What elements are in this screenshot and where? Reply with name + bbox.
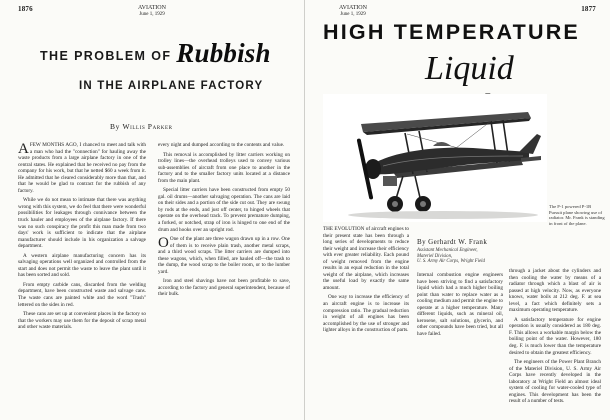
affiliation-line: U. S. Army Air Corps, Wright Field	[417, 259, 485, 265]
paragraph: through a jacket about the cylinders and then cooling the water by means of a radiator through which a blast of air is passed at high velocity. Now, as everyone knows, water boils at 212 deg. F. at sea level, a fact which definitely sets a maximum operating temperature.	[509, 268, 601, 314]
paragraph: A satisfactory temperature for engine operation is usually considered as 180 deg. F. This allows a workable margin below the boiling point of the water. However, 180 deg. F. is much lower than the temperature desired to obtain the greatest efficiency.	[509, 316, 601, 356]
left-magazine-name: AVIATION	[138, 5, 166, 11]
paragraph: While we do not mean to intimate that there was anything wrong with this system, we do feel that there were wonderful possibilities for leakages through connivance between the truck hauler and employees of the airplane factory. If there was no such conspiracy the profit this man made from two days' work is sufficient to indicate that the airplane manufacturer should include in his organization a salvage department.	[18, 197, 146, 250]
paragraph: THE EVOLUTION of aircraft engines to their present state has been through a long series of developments to reduce their weight and increase their efficiency with ever greater reliability. Each pound of weight removed from the engine results in an equal reduction in the total weight of the airplane, which increases the useful load by exactly the same amount.	[323, 226, 409, 291]
right-running-header	[323, 5, 383, 18]
biplane-illustration	[323, 94, 547, 222]
biplane-photo	[323, 94, 547, 222]
right-headline-subtitle: Liquid	[425, 50, 514, 87]
paragraph: The engineers of the Power Plant Branch of the Materiel Division, U. S. Army Air Corps have recently developed in the laboratory at Wright Field an almost ideal system of cooling for water-cooled type of engines. This development has been the result of a number of tests.	[509, 359, 601, 405]
paragraph: Special litter carriers have been constructed from empty 50 gal. oil drums—another salvaging operation. The cans are laid on their sides and a portion of the side cut out. They are swung by rods at the ends, and just off center, to hinged wheels that operate on the overhead track. To prevent premature dumping, a forked, or notched, strap of iron is hinged to one end of the drum and hooks over an upright rod.	[158, 187, 290, 233]
left-article-column-1	[18, 142, 146, 412]
author-name: Willis Parker	[122, 122, 173, 131]
affiliation-line: Assistant Mechanical Engineer,	[417, 248, 478, 253]
right-byline	[417, 238, 487, 246]
right-magazine-name: AVIATION	[339, 5, 367, 11]
byline-prefix: By	[417, 238, 426, 246]
right-issue-date: June 1, 1929	[340, 11, 366, 17]
drop-cap: O	[158, 235, 169, 252]
drop-cap: A	[18, 142, 29, 157]
right-article-column-1-continued	[417, 272, 503, 412]
left-issue-date: June 1, 1929	[139, 11, 165, 17]
right-page-number: 1877	[581, 5, 596, 13]
author-name: Gerhardt W. Frank	[428, 238, 488, 246]
paragraph: Internal combustion engine engineers have been striving to find a satisfactory liquid which had a much higher boiling point than water to replace water as a cooling medium and permit the engine to operate at a higher temperature. Many different liquids, such as mineral oil, kerosene, salt solutions, glycerin, and other compounds have been tried, but all have failed.	[417, 272, 503, 337]
headline-emphasis: Rubbish	[176, 38, 271, 68]
paragraph: A western airplane manufacturing concern has its salvaging operations well organized and controlled from the start and does not permit the waste to leave the plant until it has been sorted and sold.	[18, 252, 146, 279]
paragraph: every night and dumped according to the contents and value.	[158, 142, 285, 148]
paragraph: AFEW MONTHS AGO, I chanced to meet and talk with a man who had the "connection" for hauling away the waste products from a large airplane factory in one of the central states. He explained that he received no pay from the company for his work, but that he netted $60 a week from it. He admitted that he cleared considerably more than that, and that he would be glad to contract for the rubbish of any factory.	[18, 142, 146, 194]
left-headline	[40, 36, 271, 67]
paragraph: This removal is accomplished by litter carriers working on trolley lines—the overhead trolleys used to convey various sub-assemblies of aircraft from one place to another in the factory and to the smaller factory units located at a distance from the main plant.	[158, 151, 290, 184]
right-headline: HIGH TEMPERATURE	[323, 20, 580, 44]
photo-caption: The P-1 powered P-1B Pursuit plane showing use of radiator. Mr. Frank is standing in front of the plane.	[549, 204, 605, 226]
paragraph: Iron and steel shavings have not been profitable to save, according to the factory and general superintendent, because of their bulk.	[158, 278, 290, 298]
left-headline-subline: IN THE AIRPLANE FACTORY	[79, 80, 264, 92]
author-affiliation	[417, 248, 485, 265]
paragraph: One way to increase the efficiency of an aircraft engine is to increase its compression ratio. The gradual reduction in weight of all engines has been accomplished by the use of stronger and lighter alloys in the construction of parts.	[323, 294, 409, 334]
left-running-header	[122, 5, 182, 18]
left-byline	[110, 122, 173, 131]
right-article-column-2	[509, 268, 601, 412]
paragraph: These cans are set up at convenient places in the factory so that the workers may use them for the deposit of scrap metal and other waste materials.	[18, 311, 146, 331]
byline-prefix: By	[110, 122, 120, 131]
right-article-column-1	[323, 226, 409, 412]
headline-lead: THE PROBLEM OF	[40, 49, 172, 63]
paragraph: From empty carbide cans, discarded from the welding department, have been constructed waste and salvage cans. The waste cans are painted white and the word "Trash" lettered on the sides in red.	[18, 281, 146, 308]
affiliation-line: Materiel Division,	[417, 253, 453, 259]
paragraph: O One of the plant are three wagon drawn up in a row. One of them is to receive plain trash, another metal scraps, and a third wood scraps. The litter carriers are dumped into these wagons, which, when filled, are hauled off—the trash to the dump, the wood scrap to the boiler room, or to the lumber yard.	[158, 235, 290, 275]
left-page-number: 1876	[18, 5, 33, 13]
left-article-column-2	[158, 142, 290, 412]
right-page	[305, 0, 610, 420]
